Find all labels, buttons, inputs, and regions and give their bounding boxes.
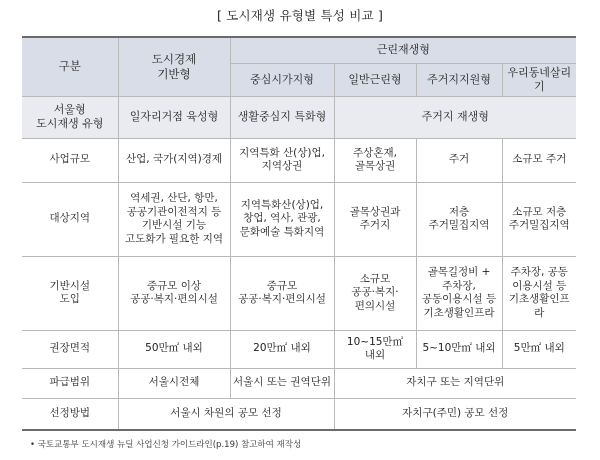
cell-infra-small: 주차장, 공동 이용시설 등 기초생활인프라 xyxy=(502,256,576,330)
header-row-1 xyxy=(22,37,576,63)
table-row-target xyxy=(22,182,576,256)
header-neighborhood-group: 근린재생형 xyxy=(230,37,576,63)
cell-target-economic: 역세권, 산단, 항만, 공공기관이전적지 등 기반시설 기능 고도화가 필요한 지역 xyxy=(118,182,230,256)
cell-area-support: 5~10만㎡ 내외 xyxy=(416,330,502,368)
seoul-type-row xyxy=(22,96,576,138)
row-label-infra: 기반시설 도입 xyxy=(22,256,118,330)
cell-infra-general: 소규모 공공·복지· 편의시설 xyxy=(334,256,416,330)
row-label-scale: 사업규모 xyxy=(22,138,118,182)
cell-area-small: 5만㎡ 내외 xyxy=(502,330,576,368)
cell-target-central: 지역특화산(상)업, 창업, 역사, 관광, 문화예술 특화지역 xyxy=(230,182,334,256)
header-general: 일반근린형 xyxy=(334,63,416,96)
header-small: 우리동네살리기 xyxy=(502,63,576,96)
header-central: 중심시가지형 xyxy=(230,63,334,96)
cell-target-small: 소규모 저층 주거밀집지역 xyxy=(502,182,576,256)
seoul-type-economic: 일자리거점 육성형 xyxy=(118,96,230,138)
cell-impact-central: 서울시 또는 권역단위 xyxy=(230,368,334,398)
cell-scale-general: 주상혼재, 골목상권 xyxy=(334,138,416,182)
cell-selection-seoul: 서울시 차원의 공모 선정 xyxy=(118,398,334,430)
table-row-selection xyxy=(22,398,576,430)
cell-infra-support: 골목길정비 + 주차장, 공동이용시설 등 기초생활인프라 xyxy=(416,256,502,330)
cell-impact-economic: 서울시전체 xyxy=(118,368,230,398)
footnote: • 국토교통부 도시재생 뉴딜 사업신청 가이드라인(p.19) 참고하여 재작성 xyxy=(30,440,302,450)
cell-infra-central: 중규모 공공·복지·편의시설 xyxy=(230,256,334,330)
cell-impact-residential: 자치구 또는 지역단위 xyxy=(334,368,576,398)
table-row-area xyxy=(22,330,576,368)
row-label-selection: 선정방법 xyxy=(22,398,118,430)
table-row-infra xyxy=(22,256,576,330)
row-label-area: 권장면적 xyxy=(22,330,118,368)
cell-target-support: 저층 주거밀집지역 xyxy=(416,182,502,256)
seoul-type-central: 생활중심지 특화형 xyxy=(230,96,334,138)
table-row-scale xyxy=(22,138,576,182)
table-title: [ 도시재생 유형별 특성 비교 ] xyxy=(216,8,384,23)
header-category: 구분 xyxy=(22,37,118,96)
header-support: 주거지지원형 xyxy=(416,63,502,96)
header-economic-type: 도시경제 기반형 xyxy=(118,37,230,96)
row-label-target: 대상지역 xyxy=(22,182,118,256)
cell-infra-economic: 중규모 이상 공공·복지·편의시설 xyxy=(118,256,230,330)
cell-selection-district: 자치구(주민) 공모 선정 xyxy=(334,398,576,430)
cell-area-central: 20만㎡ 내외 xyxy=(230,330,334,368)
row-label-impact: 파급범위 xyxy=(22,368,118,398)
cell-scale-support: 주거 xyxy=(416,138,502,182)
table-row-impact xyxy=(22,368,576,398)
seoul-type-label: 서울형 도시재생 유형 xyxy=(22,96,118,138)
cell-area-general: 10~15만㎡ 내외 xyxy=(334,330,416,368)
cell-target-general: 골목상권과 주거지 xyxy=(334,182,416,256)
cell-scale-economic: 산업, 국가(지역)경제 xyxy=(118,138,230,182)
cell-scale-small: 소규모 주거 xyxy=(502,138,576,182)
seoul-type-residential: 주거지 재생형 xyxy=(334,96,576,138)
cell-scale-central: 지역특화 산(상)업, 지역상권 xyxy=(230,138,334,182)
comparison-table xyxy=(22,36,576,431)
cell-area-economic: 50만㎡ 내외 xyxy=(118,330,230,368)
